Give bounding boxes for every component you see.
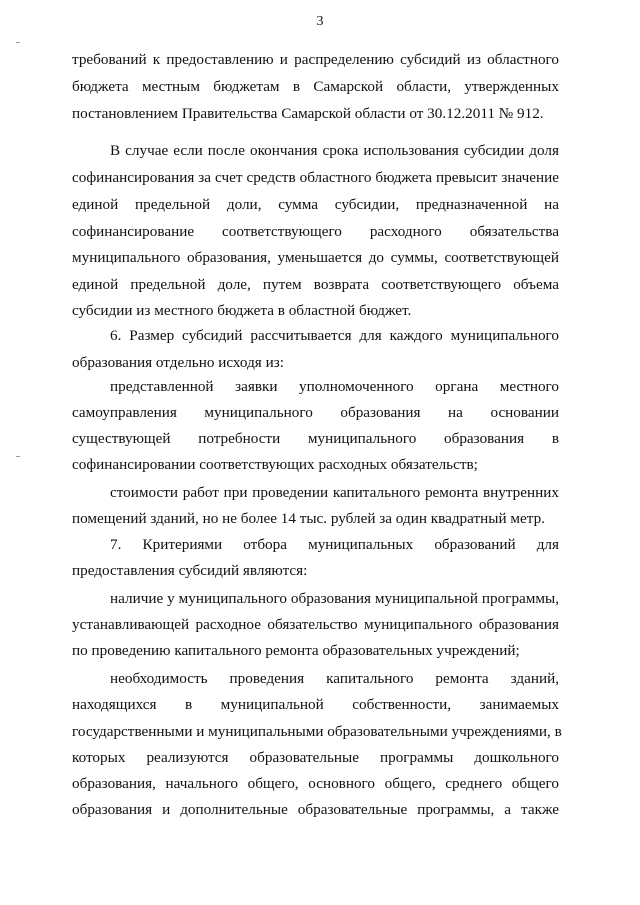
text-line: предоставления субсидий являются: — [72, 562, 308, 579]
text-line: В случае если после окончания срока использования субсидии доля — [110, 142, 559, 159]
text-line: представленной заявки уполномоченного органа местного — [110, 378, 559, 395]
text-line: софинансирования за счет средств областного бюджета превысит значение — [72, 169, 559, 186]
text-line: которых реализуются образовательные программы дошкольного — [72, 749, 559, 766]
text-line: бюджета местным бюджетам в Самарской области, утвержденных — [72, 78, 559, 95]
text-line: единой предельной доли, сумма субсидии, предназначенной на — [72, 196, 559, 213]
text-line: требований к предоставлению и распределению субсидий из областного — [72, 51, 559, 68]
text-line: 7. Критериями отбора муниципальных образований для — [110, 536, 559, 553]
text-line: самоуправления муниципального образования на основании — [72, 404, 559, 421]
text-line: софинансировании соответствующих расходных обязательств; — [72, 456, 478, 473]
text-line: существующей потребности муниципального образования в — [72, 430, 559, 447]
text-line: государственными и муниципальными образовательными учреждениями, в — [72, 723, 562, 740]
text-line: по проведению капитального ремонта образовательных учреждений; — [72, 642, 520, 659]
text-line: образования, начального общего, основного общего, среднего общего — [72, 775, 559, 792]
text-line: единой предельной доле, путем возврата соответствующего объема — [72, 276, 559, 293]
text-line: софинансирование соответствующего расходного обязательства — [72, 223, 559, 240]
text-line: помещений зданий, но не более 14 тыс. рублей за один квадратный метр. — [72, 510, 545, 527]
text-line: стоимости работ при проведении капитального ремонта внутренних — [110, 484, 559, 501]
text-line: наличие у муниципального образования муниципальной программы, — [110, 590, 559, 607]
margin-mark — [16, 456, 20, 457]
text-line: муниципального образования, уменьшается до суммы, соответствующей — [72, 249, 559, 266]
text-line: образования и дополнительные образовательные программы, а также — [72, 801, 559, 818]
text-line: 6. Размер субсидий рассчитывается для каждого муниципального — [110, 327, 559, 344]
text-line: субсидии из местного бюджета в областной бюджет. — [72, 302, 412, 319]
page-number: 3 — [316, 14, 324, 29]
text-line: устанавливающей расходное обязательство муниципального образования — [72, 616, 559, 633]
text-line: находящихся в муниципальной собственности, занимаемых — [72, 696, 559, 713]
text-line: образования отдельно исходя из: — [72, 354, 284, 371]
text-line: необходимость проведения капитального ремонта зданий, — [110, 670, 559, 687]
text-line: постановлением Правительства Самарской области от 30.12.2011 № 912. — [72, 105, 544, 122]
margin-mark — [16, 42, 20, 43]
